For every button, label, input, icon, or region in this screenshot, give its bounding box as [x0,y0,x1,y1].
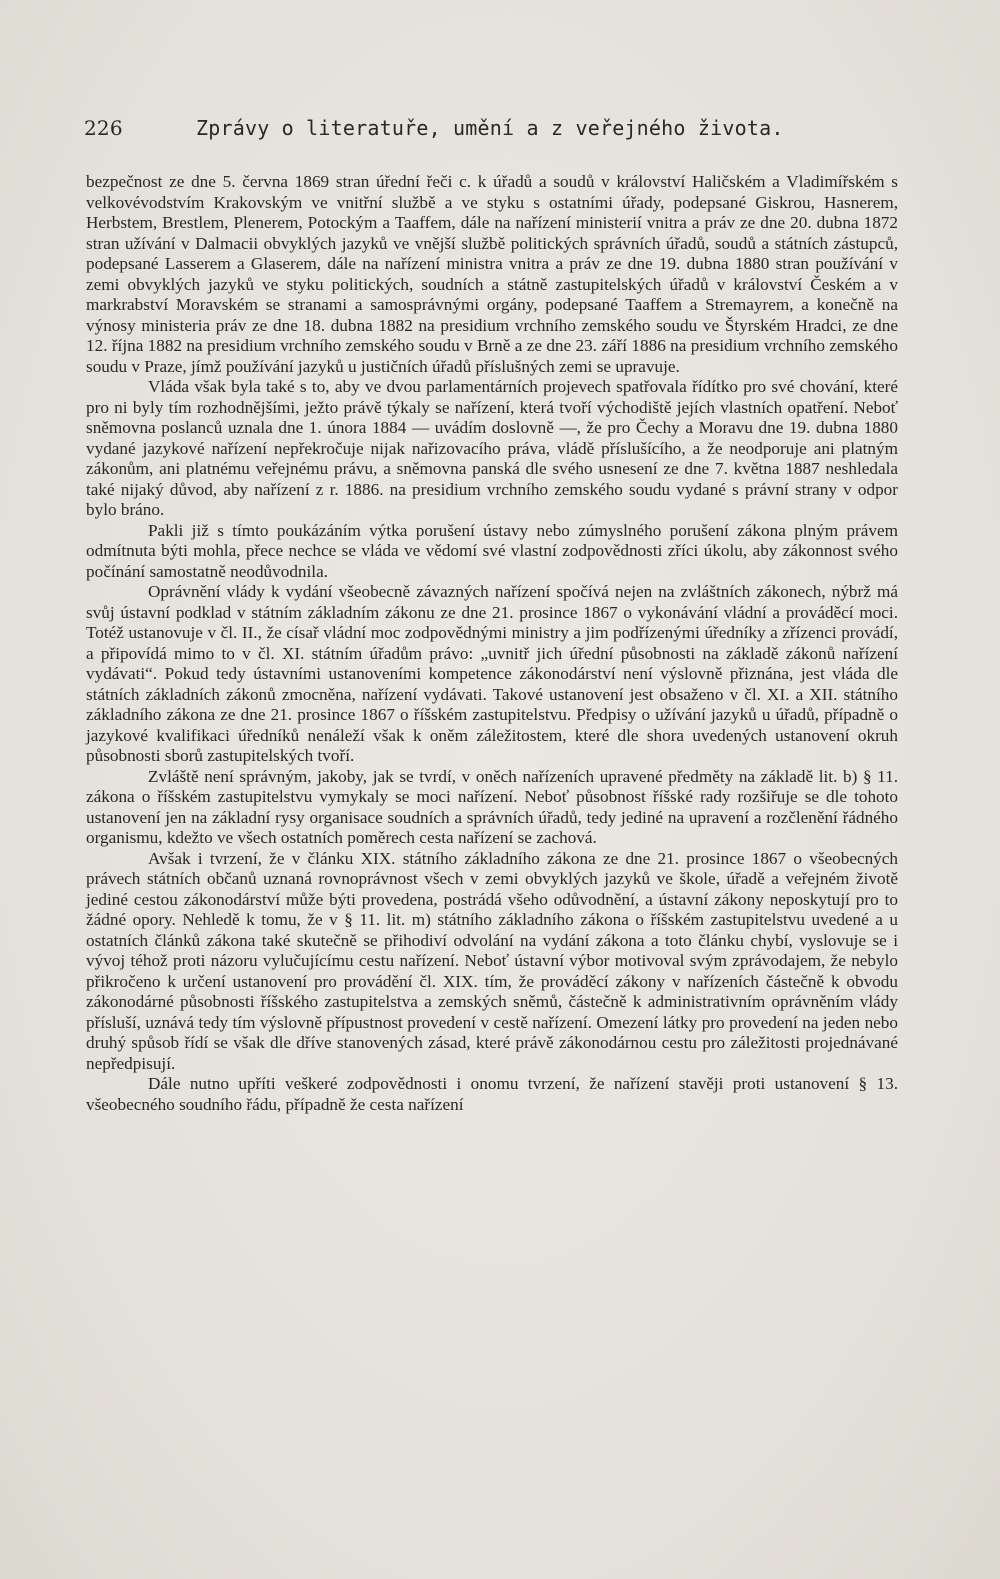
paragraph: Dále nutno upříti veškeré zodpovědnosti i onomu tvrzení, že nařízení stavěji proti ustanovení § 13. všeobecného soudního řádu, případně že cesta nařízení [86,1074,898,1114]
running-title: Zprávy o literatuře, umění a z veřejného života. [196,116,784,140]
paragraph: Oprávnění vlády k vydání všeobecně závazných nařízení spočívá nejen na zvláštních zákonech, nýbrž má svůj ústavní podklad v státním základním zákonu ze dne 21. prosince 1867 o vykonávání vládní a prováděcí moci. Totéž ustanovuje v čl. II., že císař vládní moc zodpovědnými ministry a jim podřízenými úředníky a zřízenci provádí, a připovídá mimo to v čl. XI. státním úřadům právo: „uvnitř jich úřední působnosti na základě zákonů nařízení vydávati“. Pokud tedy ústavními ustanoveními kompetence zákonodárství není výslovně přiznána, jest vláda dle státních základních zákonů zmocněna, nařízení vydávati. Takové ustanovení jest obsaženo v čl. XI. a XII. státního základního zákona ze dne 21. prosince 1867 o říšském zastupitelstvu. Předpisy o užívání jazyků u úřadů, případně o jazykové kvalifikaci úředníků nenáleží však k oněm záležitostem, které dle shora uvedených ustanovení okruh působnosti sborů zastupitelských tvoří. [86,582,898,765]
paragraph: Pakli již s tímto poukázáním výtka porušení ústavy nebo zúmyslného porušení zákona plným právem odmítnuta býti mohla, přece nechce se vláda ve vědomí své vlastní zodpovědnosti zříci úkolu, aby zákonnost svého počínání samostatně neodůvodnila. [86,520,898,581]
paragraph: Avšak i tvrzení, že v článku XIX. státního základního zákona ze dne 21. prosince 1867 o všeobecných právech státních občanů uznaná rovnoprávnost všech v zemi obvyklých jazyků ve škole, úřadě a veřejném životě jediné cestou zákonodárství může býti provedena, postrádá všeho odůvodnění, a ústavní zákony neposkytují pro to žádné opory. Nehledě k tomu, že v § 11. lit. m) státního základního zákona o říšském zastupitelstvu uvedené a u ostatních článků zákona také skutečně se přihodiví odvolání na vydání zákona a toto článku chybí, vyslovuje se i vývoj téhož proti názoru vylučujícímu cestu nařízení. Neboť ústavní výbor motivoval svým zprávodajem, že nebylo přikročeno k určení ustanovení pro provádění čl. XIX. tím, že prováděcí zákony v nařízeních částečně k obvodu zákonodárné působnosti říšského zastupitelstva a zemských sněmů, částečně k administrativním oprávněním vlády přísluší, uznává tedy tím výslovně přípustnost provedení v cestě nařízení. Omezení látky pro provedení na jeden nebo druhý spůsob řídí se však dle dříve stanovených zásad, které právě zákonodárnou cestu pro záležitosti projednávané nepředpisují. [86,848,898,1073]
page-header [84,112,904,146]
page-number: 226 [84,116,123,140]
paragraph: bezpečnost ze dne 5. června 1869 stran úřední řeči c. k úřadů a soudů v království Haličském a Vladimířském s velkovévodstvím Krakovským ve vnitřní službě a ve styku s ostatními úřady, podepsané Giskrou, Hasnerem, Herbstem, Brestlem, Plenerem, Potockým a Taaffem, dále na nařízení ministerií vnitra a práv ze dne 20. dubna 1872 stran užívání v Dalmacii obvyklých jazyků ve vnější službě politických správních úřadů, soudů a státních zástupců, podepsané Lasserem a Glaserem, dále na nařízení ministra vnitra a práv ze dne 19. dubna 1880 stran používání v zemi obvyklých jazyků ve styku politických, soudních a státně zastupitelských úřadů v království Českém a v markrabství Moravském se stranami a samosprávnými orgány, podepsané Taaffem a Stremayrem, a konečně na výnosy ministeria práv ze dne 18. dubna 1882 na presidium vrchního zemského soudu ve Štyrském Hradci, ze dne 12. října 1882 na presidium vrchního zemského soudu v Brně a ze dne 23. září 1886 na presidium vrchního zemského soudu v Praze, jímž používání jazyků u justičních úřadů příslušných zemi se upravuje. [86,172,898,376]
paragraph: Vláda však byla také s to, aby ve dvou parlamentárních projevech spatřovala řídítko pro své chování, které pro ni byly tím rozhodnějšími, ježto právě týkaly se nařízení, která tvoří východiště jejích vlastních opatření. Neboť sněmovna poslanců uznala dne 1. února 1884 — uvádím doslovně —, že pro Čechy a Moravu dne 19. dubna 1880 vydané jazykové nařízení nepřekročuje nijak nařizovacího práva, vládě příslušícího, a že neodporuje ani platným zákonům, ani platnému veřejnému právu, a sněmovna panská dle svého usnesení ze dne 7. května 1887 neshledala také nijaký důvod, aby nařízení z r. 1886. na presidium vrchního zemského soudu vydané s právní strany v odpor bylo bráno. [86,377,898,519]
text-body [86,172,898,1115]
paragraph: Zvláště není správným, jakoby, jak se tvrdí, v oněch nařízeních upravené předměty na základě lit. b) § 11. zákona o říšském zastupitelstvu vymykaly se moci nařízení. Neboť působnost říšské rady rozšiřuje se dle tohoto ustanovení jen na základní rysy organisace soudních a správních úřadů, tedy jediné na upravení a rozčlenění řádného organismu, kdežto ve všech ostatních poměrech cesta nařízení se zachová. [86,766,898,847]
